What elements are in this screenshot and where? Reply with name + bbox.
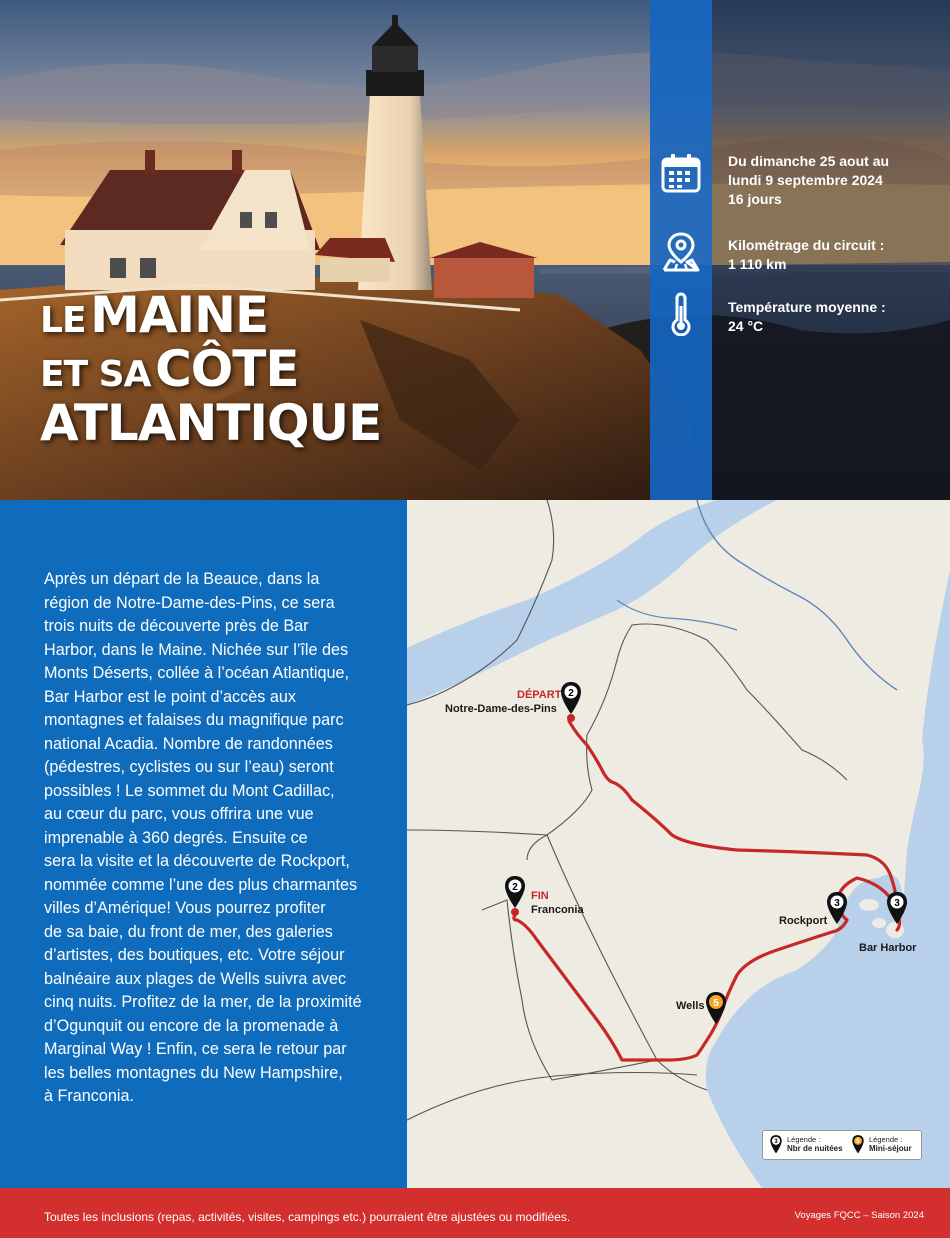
rockport-name: Rockport [779,915,828,927]
temperature-line-2: 24 °C [728,318,764,334]
description-line: imprenable à 360 degrés. Ensuite ce [44,828,308,847]
description-line: région de Notre-Dame-des-Pins, ce sera [44,593,335,612]
description-line: montagnes et falaises du magnifique parc [44,711,344,729]
fin-pin [503,874,527,916]
depart-tag: DÉPART [517,689,562,701]
barharbor-name: Bar Harbor [859,942,917,954]
title-atlantique: ATLANTIQUE [40,394,382,452]
title-le: LE [40,300,86,341]
distance-info [728,236,884,274]
description-line: d’artistes, des boutiques, etc. Votre séjour [44,946,345,964]
dates-info [728,152,889,209]
description-line: Monts Déserts, collée à l’océan Atlantique, [44,664,350,682]
description-line: Bar Harbor est le point d’accès aux [44,687,296,706]
description-line: possibles ! Le sommet du Mont Cadillac, [44,781,335,800]
description-line: Après un départ de la Beauce, dans la [44,570,320,588]
fin-tag: FIN [531,890,549,902]
trip-description [44,568,384,1109]
map-graphic [407,500,950,1188]
wells-name: Wells [676,1000,705,1012]
hero-banner [0,0,950,500]
temperature-info [728,298,886,336]
temperature-line-1: Température moyenne : [728,299,886,315]
footer-credit: Voyages FQCC – Saison 2024 [794,1210,924,1221]
description-line: villes d’Amérique! Vous pourrez profiter [44,899,326,917]
description-line: à Franconia. [44,1087,134,1105]
calendar-icon [660,152,702,196]
dates-line-3: 16 jours [728,191,782,207]
legend-nights-sample: 3 [774,1138,778,1146]
dates-line-2: lundi 9 septembre 2024 [728,172,883,188]
title-maine: MAINE [90,286,269,344]
distance-line-2: 1 110 km [728,256,787,272]
map-legend [762,1130,922,1160]
dates-line-1: Du dimanche 25 aout au [728,153,890,169]
description-line: balnéaire aux plages de Wells suivra avec [44,969,347,988]
description-line: (pédestres, cyclistes ou sur l’eau) seront [44,758,334,776]
route-map [407,500,950,1188]
fin-nights: 2 [512,882,518,893]
description-line: Harbor, dans le Maine. Nichée sur l’île des [44,640,349,659]
fin-name: Franconia [531,904,584,916]
depart-nights: 2 [568,688,574,699]
legend-mini [869,1135,912,1153]
description-line: Marginal Way ! Enfin, ce sera le retour par [44,1040,347,1058]
map-pin-icon [660,230,702,274]
wells-pin [704,990,728,1032]
legend-mini-caption: Légende : [869,1135,903,1144]
title-cote: CÔTE [155,340,299,398]
legend-nights [787,1135,843,1153]
legend-mini-label: Mini-séjour [869,1144,912,1153]
depart-pin [559,680,583,722]
description-line: les belles montagnes du New Hampshire, [44,1063,343,1082]
distance-line-1: Kilométrage du circuit : [728,237,885,253]
rockport-pin [825,890,849,932]
page-title [40,286,382,452]
description-line: d’Ogunquit ou encore de la promenade à [44,1016,339,1035]
legend-nights-pin [769,1134,783,1158]
description-line: cinq nuits. Profitez de la mer, de la proximité [44,993,362,1011]
description-line: trois nuits de découverte près de Bar [44,617,309,635]
legend-mini-sample: 5 [856,1138,860,1146]
wells-nights: 5 [713,998,719,1009]
description-line: sera la visite et la découverte de Rockport, [44,852,350,870]
rockport-nights: 3 [834,898,840,909]
legend-mini-pin [851,1134,865,1158]
depart-name: Notre-Dame-des-Pins [445,703,557,715]
barharbor-nights: 3 [894,898,900,909]
description-line: de sa baie, du front de mer, des galeries [44,922,333,941]
description-line: nommée comme l’une des plus charmantes [44,875,358,894]
legend-nights-caption: Légende : [787,1135,821,1144]
thermometer-icon [660,292,702,336]
title-et-sa: ET SA [40,354,151,395]
description-line: national Acadia. Nombre de randonnées [44,734,333,753]
footer-note: Toutes les inclusions (repas, activités, visites, campings etc.) pourraient être ajustées ou modifiées. [44,1210,571,1224]
legend-nights-label: Nbr de nuitées [787,1144,843,1153]
barharbor-pin [885,890,909,932]
description-line: au cœur du parc, vous offrira une vue [44,805,314,823]
